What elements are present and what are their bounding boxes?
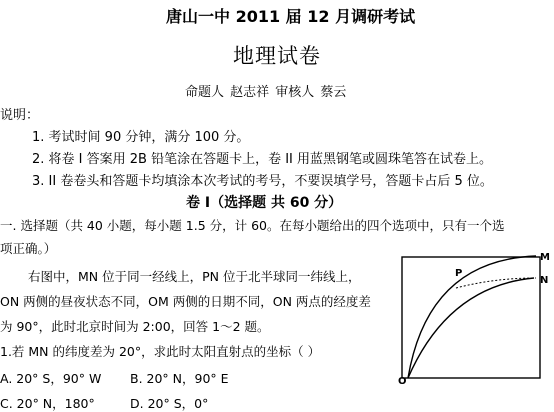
note-item-3: 3. II 卷卷头和答题卡均填涂本次考试的考号，不要误填学号，答题卡占后 5 位。: [32, 174, 493, 189]
terminator-arc: [408, 256, 536, 378]
section-instruction-line-1: 一. 选择题（共 40 小题，每小题 1.5 分，计 60。在每小题给出的四个选项中，只有一个选: [0, 218, 505, 233]
option-a: A. 20° S，90° W: [0, 371, 102, 386]
note-item-1: 1. 考试时间 90 分钟，满分 100 分。: [32, 130, 250, 145]
section-instruction-line-2: 项正确。）: [0, 241, 57, 256]
option-b: B. 20° N，90° E: [130, 371, 229, 386]
section-title: 卷 I（选择题 共 60 分）: [186, 195, 343, 211]
label-o: O: [398, 376, 407, 387]
subject-title: 地理试卷: [233, 44, 321, 68]
diagram-frame: [402, 257, 540, 378]
notes-title: 说明：: [0, 108, 40, 123]
option-c: C. 20° N，180°: [0, 396, 95, 411]
exam-header-title: 唐山一中 2011 届 12 月调研考试: [166, 7, 416, 26]
passage-line-2: ON 两侧的昼夜状态不同，OM 两侧的日期不同，ON 两点的经度差: [0, 294, 371, 309]
label-p: P: [455, 268, 463, 279]
note-item-2: 2. 将卷 I 答案用 2B 铅笔涂在答题卡上，卷 II 用蓝黑钢笔或圆珠笔答在试卷上。: [32, 152, 493, 167]
label-n: N: [540, 275, 549, 286]
latitude-longitude-diagram: [396, 248, 554, 388]
passage-line-1: 右图中，MN 位于同一经线上，PN 位于北半球同一纬线上，: [28, 269, 361, 284]
question-1-stem: 1.若 MN 的纬度差为 20°，求此时太阳直射点的坐标（ ）: [0, 344, 321, 359]
authors-line: 命题人 赵志祥 审核人 蔡云: [185, 85, 347, 100]
passage-line-3: 为 90°，此时北京时间为 2:00，回答 1～2 题。: [0, 319, 270, 334]
latitude-arc: [408, 278, 534, 378]
option-d: D. 20° S，0°: [130, 396, 209, 411]
label-m: M: [540, 252, 550, 263]
